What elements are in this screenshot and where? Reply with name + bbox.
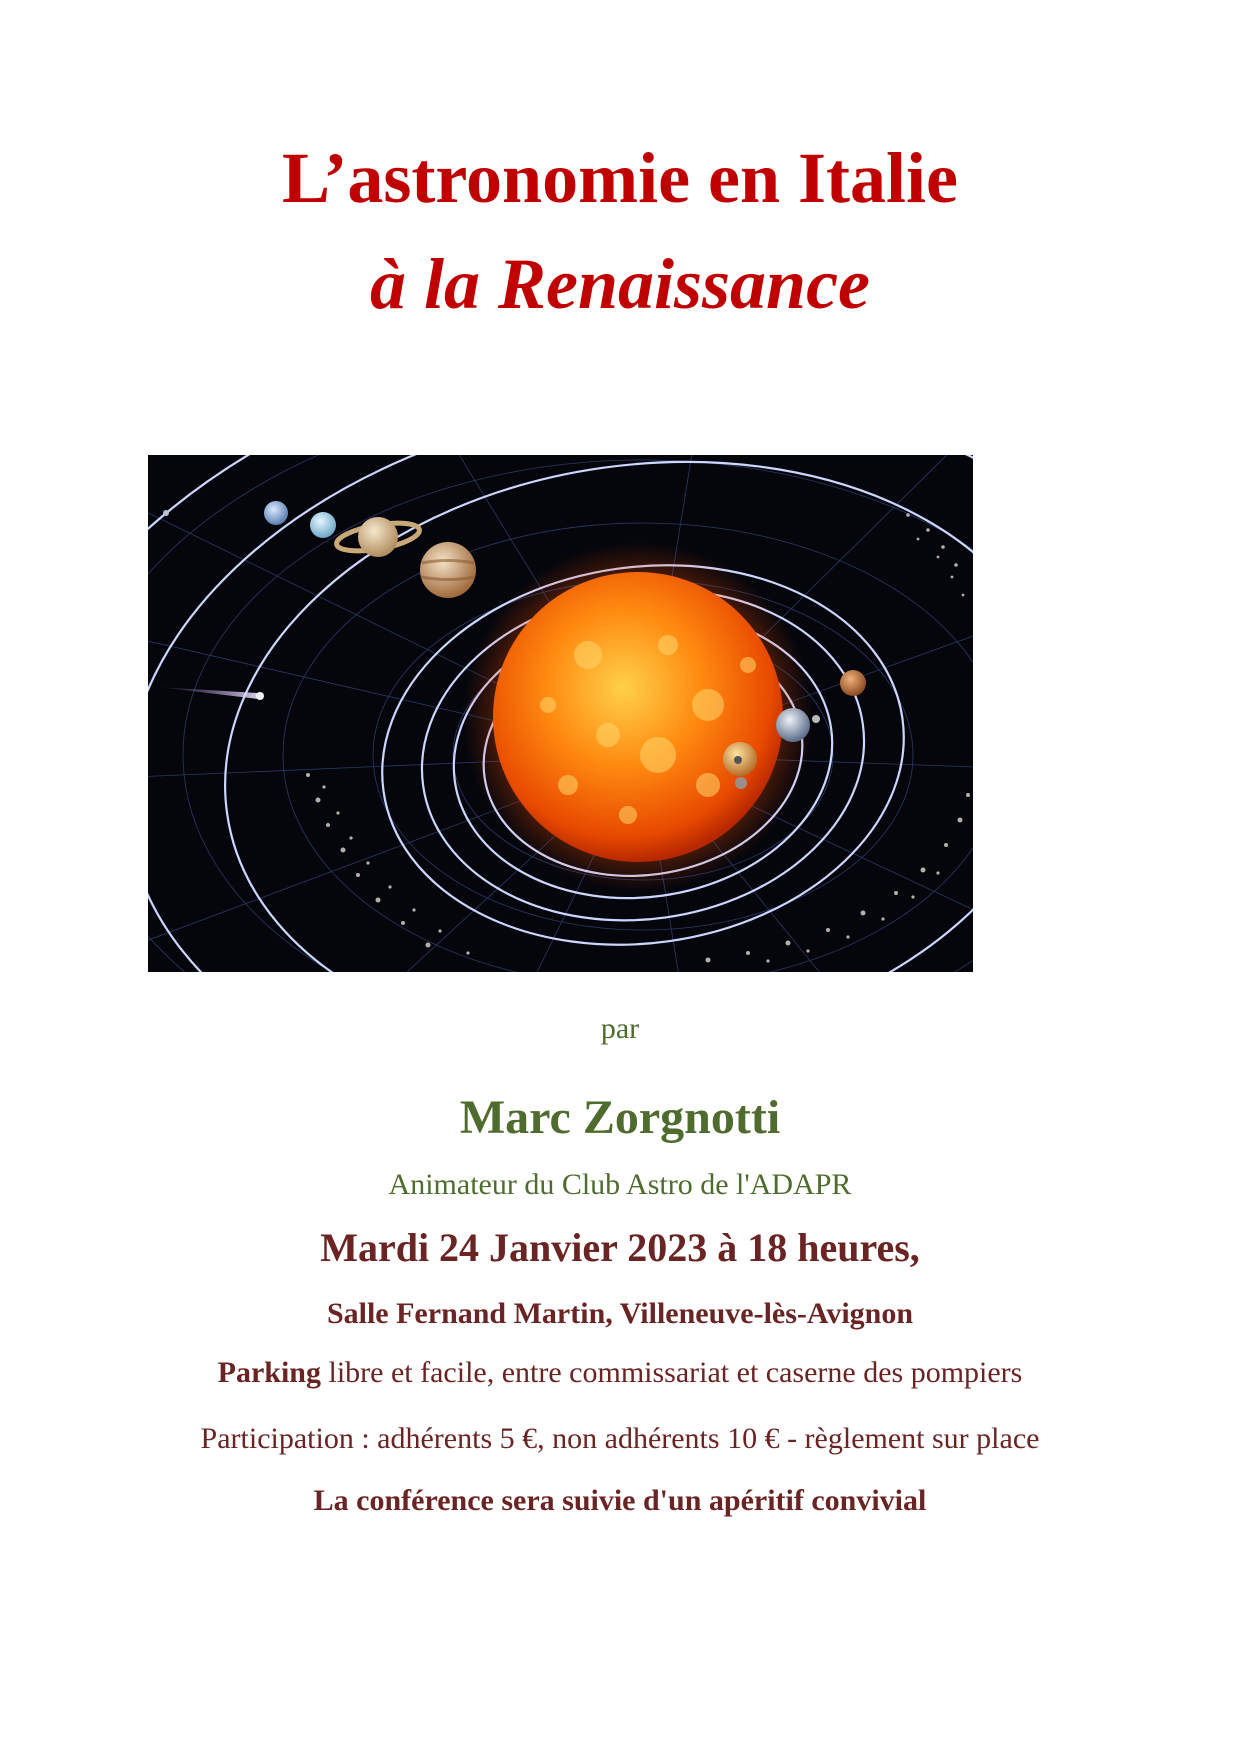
parking-info: [0, 1356, 1240, 1389]
event-venue: Salle Fernand Martin, Villeneuve-lès-Avignon: [326, 1297, 914, 1330]
speaker-name: Marc Zorgnotti: [459, 1091, 781, 1144]
speaker-role: Animateur du Club Astro de l'ADAPR: [388, 1168, 852, 1201]
parking-text: libre et facile, entre commissariat et caserne des pompiers: [320, 1356, 1023, 1389]
parking-label: Parking: [217, 1356, 321, 1389]
title-line-2: à la Renaissance: [369, 244, 871, 324]
solar-system-illustration: [148, 455, 973, 972]
title-line-1: L’astronomie en Italie: [282, 138, 958, 218]
participation-price: Participation : adhérents 5 €, non adhérents 10 € - règlement sur place: [200, 1422, 1040, 1455]
aperitif-note: La conférence sera suivie d'un apéritif convivial: [313, 1484, 927, 1517]
by-label: par: [600, 1012, 640, 1045]
event-datetime: Mardi 24 Janvier 2023 à 18 heures,: [320, 1225, 920, 1270]
